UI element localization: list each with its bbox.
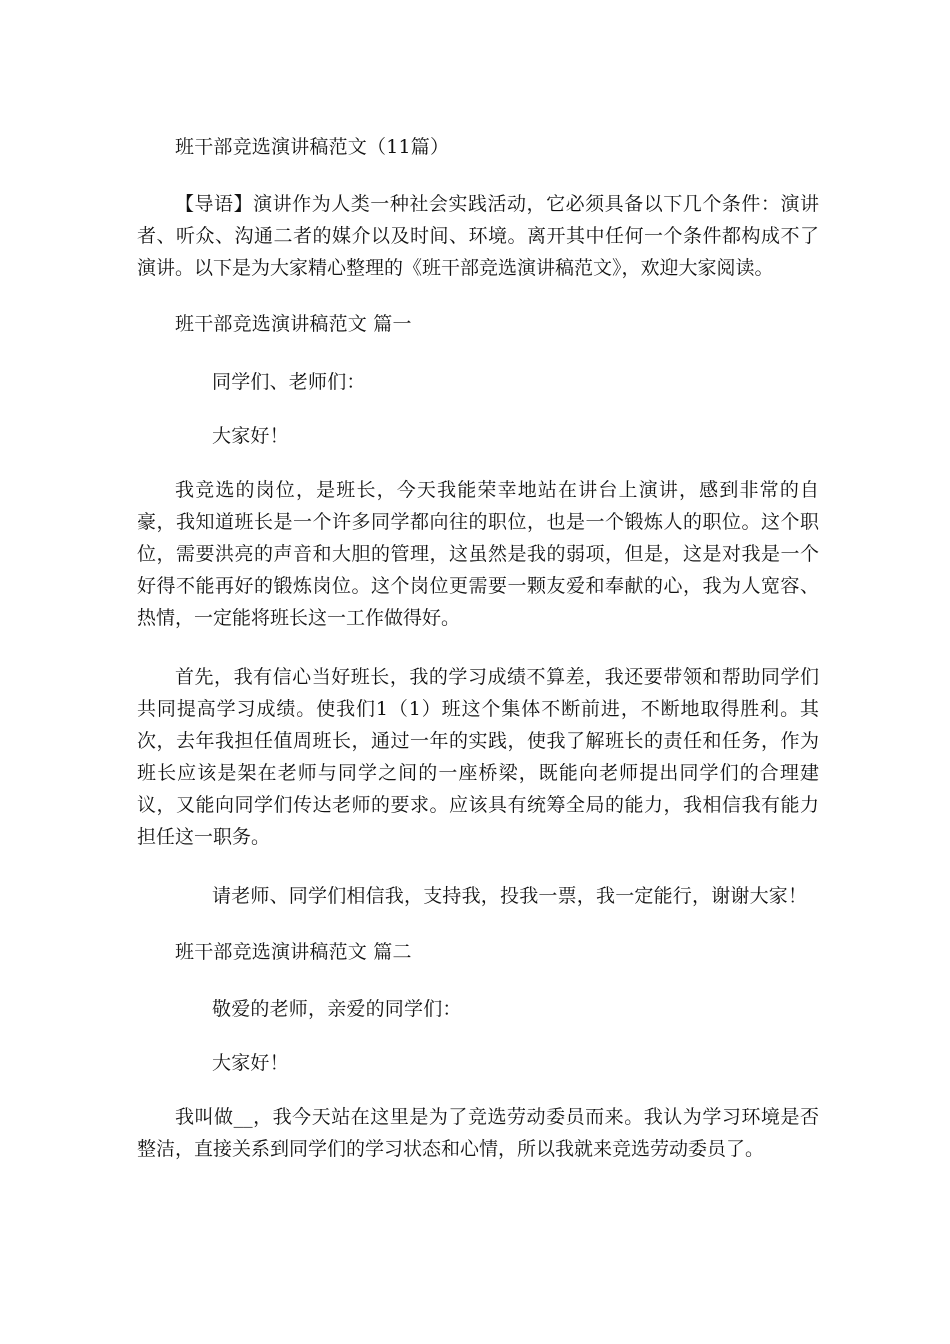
section-heading-1: 班干部竞选演讲稿范文 篇一	[175, 313, 412, 335]
body-paragraph-1: 我竞选的岗位，是班长，今天我能荣幸地站在讲台上演讲，感到非常的自豪，我知道班长是一个许多同学都向往的职位，也是一个锻炼人的职位。这个职位，需要洪亮的声音和大胆的管理，这虽然是我的弱项，但是，这是对我是一个好得不能再好的锻炼岗位。这个岗位更需要一颗友爱和奉献的心，我为人宽容、热情，一定能将班长这一工作做得好。	[137, 479, 819, 629]
salutation-1: 同学们、老师们：	[212, 371, 366, 393]
intro-paragraph: 【导语】演讲作为人类一种社会实践活动，它必须具备以下几个条件：演讲者、听众、沟通二者的媒介以及时间、环境。离开其中任何一个条件都构成不了演讲。以下是为大家精心整理的《班干部竞选演讲稿范文》，欢迎大家阅读。	[137, 193, 819, 279]
greeting-2: 大家好！	[212, 1052, 289, 1074]
greeting-1: 大家好！	[212, 425, 289, 447]
salutation-2: 敬爱的老师，亲爱的同学们：	[212, 998, 462, 1020]
document-title: 班干部竞选演讲稿范文（11篇）	[175, 136, 450, 158]
section-heading-2: 班干部竞选演讲稿范文 篇二	[175, 941, 412, 963]
body-paragraph-3: 我叫做__，我今天站在这里是为了竞选劳动委员而来。我认为学习环境是否整洁，直接关系到同学们的学习状态和心情，所以我就来竞选劳动委员了。	[137, 1106, 819, 1160]
body-paragraph-2: 首先，我有信心当好班长，我的学习成绩不算差，我还要带领和帮助同学们共同提高学习成绩。使我们1（1）班这个集体不断前进，不断地取得胜利。其次，去年我担任值周班长，通过一年的实践，使我了解班长的责任和任务，作为班长应该是架在老师与同学之间的一座桥梁，既能向老师提出同学们的合理建议，又能向同学们传达老师的要求。应该具有统筹全局的能力，我相信我有能力担任这一职务。	[137, 666, 819, 848]
closing-1: 请老师、同学们相信我，支持我，投我一票，我一定能行，谢谢大家！	[212, 885, 808, 907]
